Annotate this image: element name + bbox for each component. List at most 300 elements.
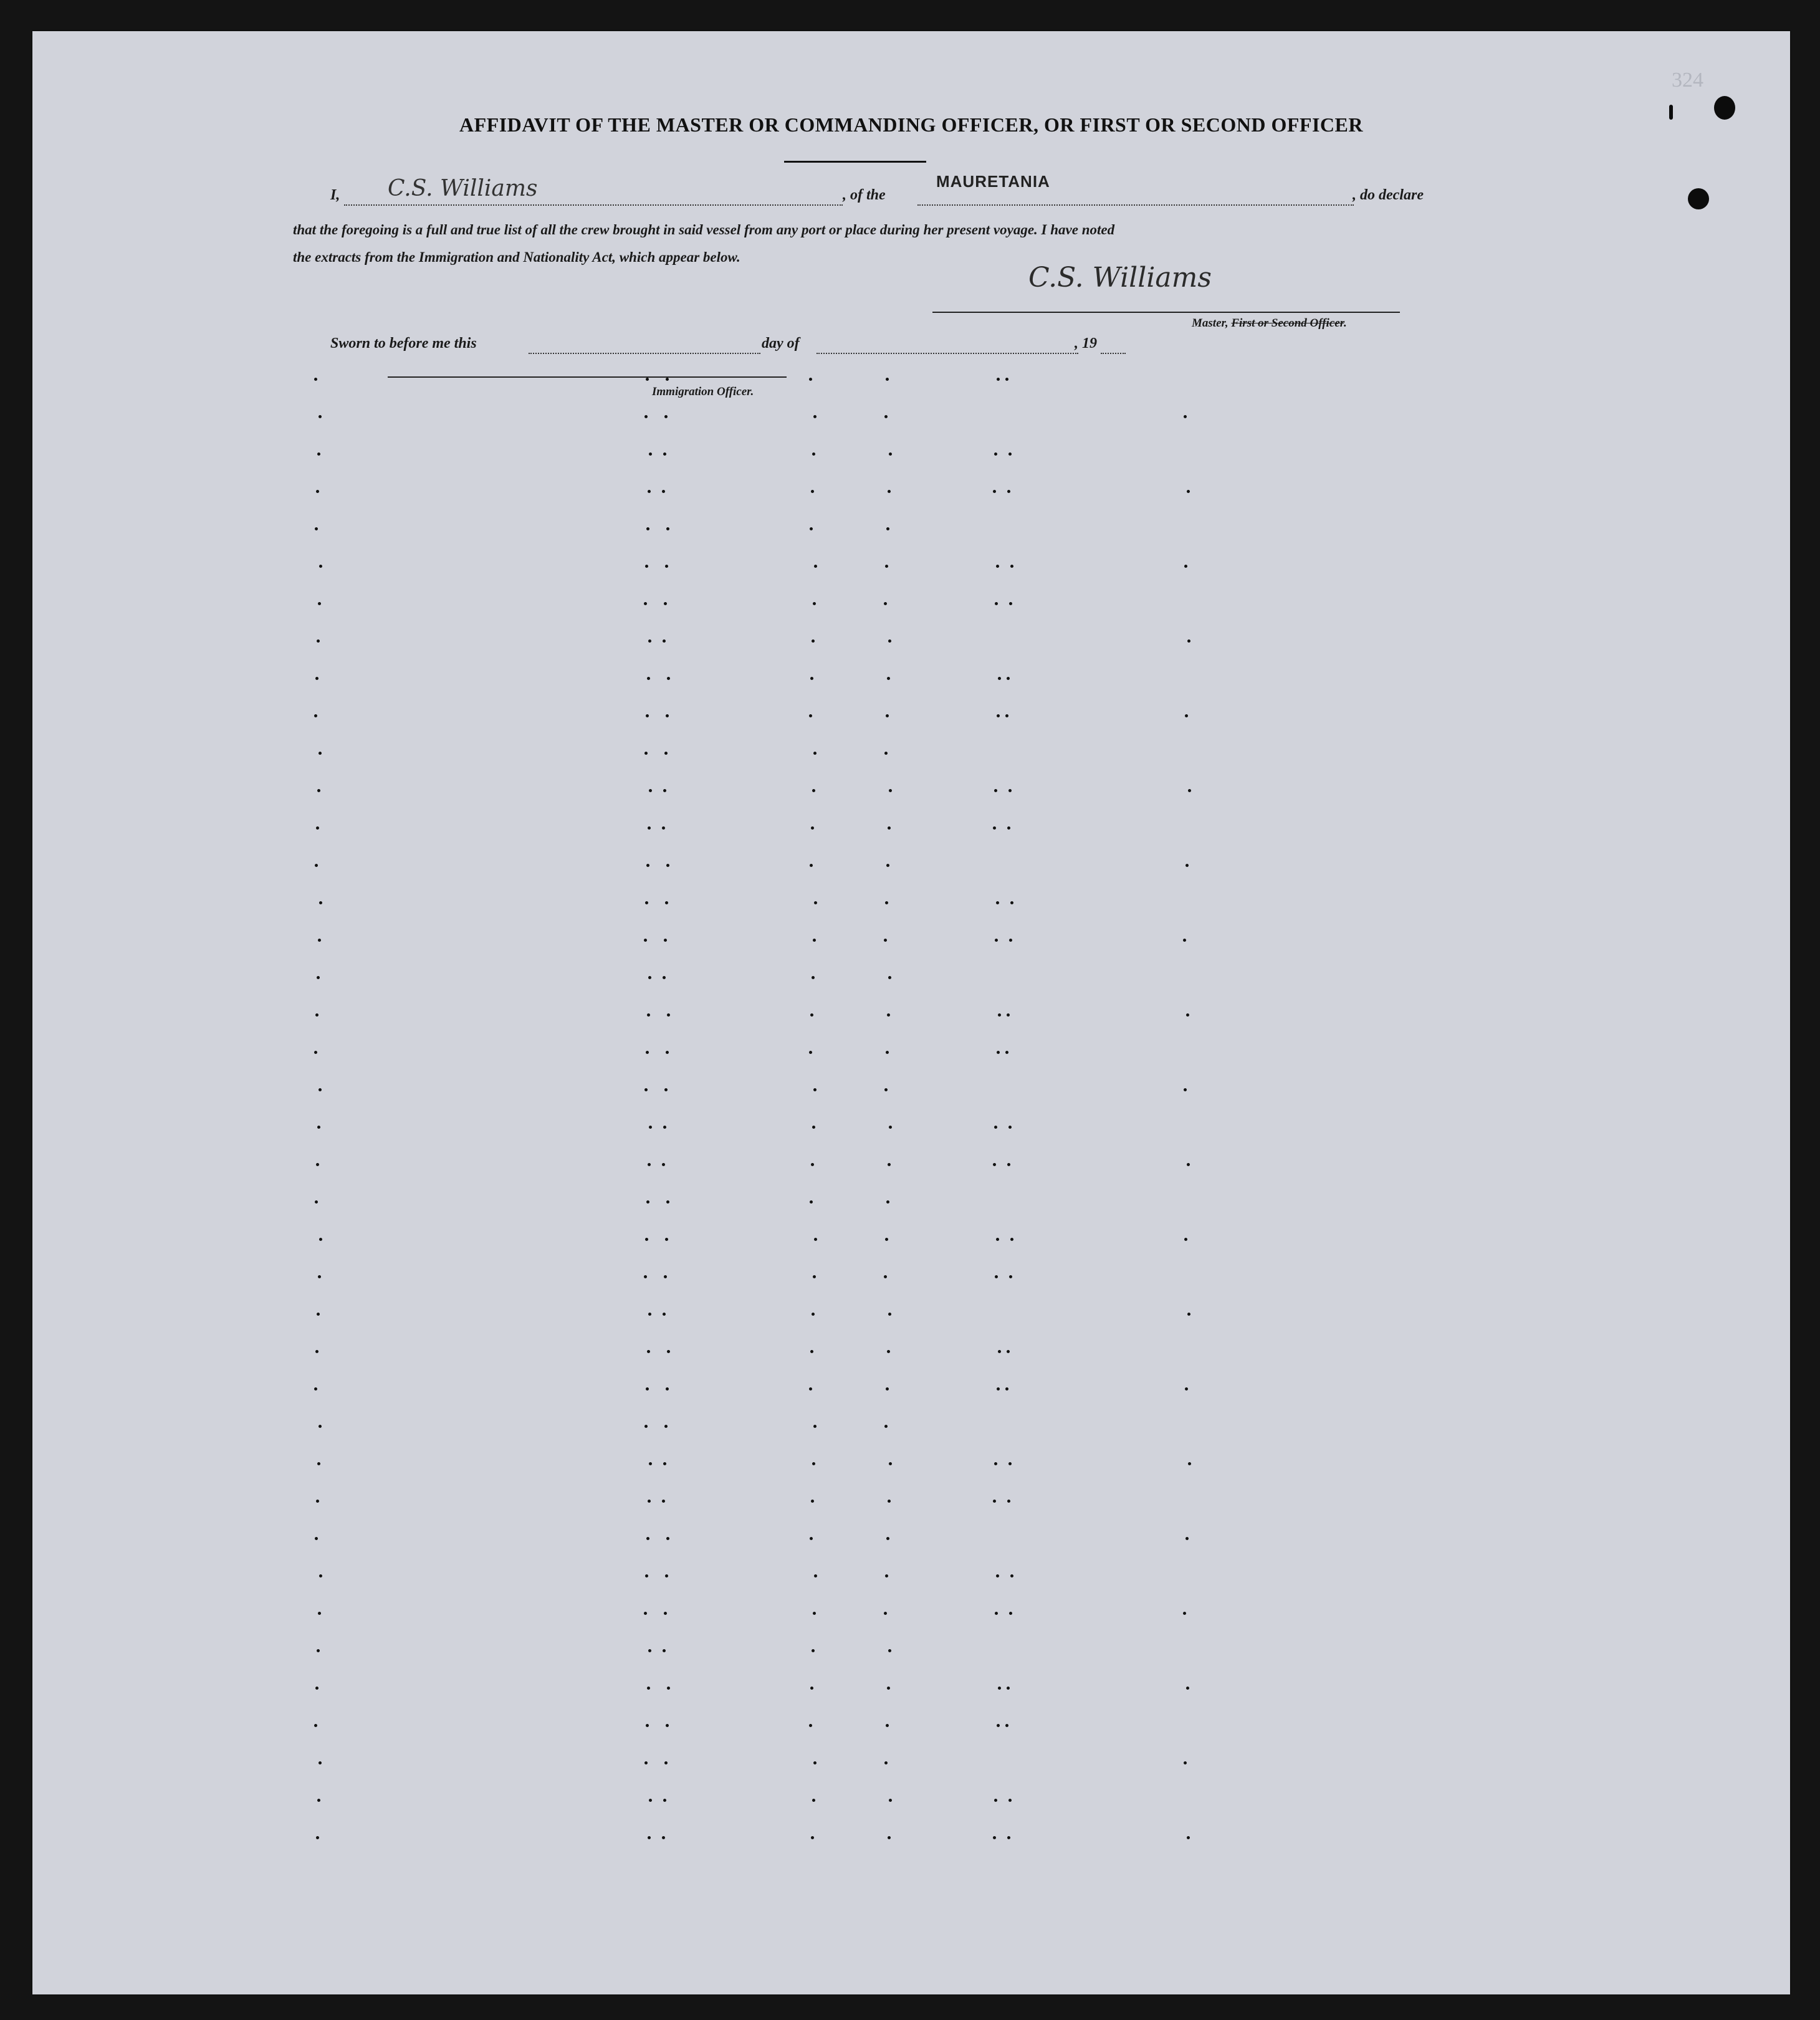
- bleed-dot: [1184, 415, 1187, 418]
- bleed-dot: [997, 1387, 1000, 1391]
- bleed-dot: [315, 677, 318, 680]
- bleed-dot: [665, 565, 668, 568]
- bleed-dot: [997, 1051, 1000, 1054]
- bleed-dot: [884, 1612, 887, 1615]
- bleed-dot: [317, 1313, 320, 1316]
- bleed-dot: [318, 752, 322, 755]
- bleed-dot: [665, 901, 668, 904]
- bleed-dot: [316, 1163, 319, 1166]
- sworn-prefix: Sworn to before me this: [330, 335, 477, 352]
- bleed-dot: [646, 1537, 649, 1540]
- bleed-dot: [813, 752, 817, 755]
- bleed-dot: [664, 1761, 668, 1764]
- bleed-dot: [317, 639, 320, 643]
- bleed-dot: [996, 1574, 999, 1577]
- bleed-dot: [884, 1761, 888, 1764]
- bleed-dot: [647, 1013, 650, 1017]
- bleed-dot: [997, 714, 1000, 717]
- bleed-dot: [810, 1537, 813, 1540]
- bleed-dot: [662, 1500, 665, 1503]
- bleed-dot: [998, 1350, 1001, 1353]
- bleed-dot: [886, 378, 889, 381]
- bleed-dot: [889, 1799, 892, 1802]
- bleed-dot: [318, 1612, 321, 1615]
- bleed-dot: [1184, 1088, 1187, 1091]
- bleed-dot: [884, 1088, 888, 1091]
- bleed-dot: [812, 639, 815, 643]
- bleed-dot: [319, 901, 322, 904]
- sworn-year-line: [1101, 353, 1126, 354]
- bleed-dot: [1187, 1163, 1190, 1166]
- officer-name-line: [344, 204, 843, 206]
- sworn-day-line: [529, 353, 760, 354]
- bleed-dot: [648, 639, 651, 643]
- bleed-dot: [646, 864, 649, 867]
- bleed-dot: [644, 1761, 648, 1764]
- bleed-dot: [1185, 1387, 1188, 1391]
- bleed-dot: [316, 826, 319, 830]
- bleed-dot: [993, 1836, 996, 1839]
- bleed-dot: [998, 1013, 1001, 1017]
- bleed-dot: [1010, 1574, 1013, 1577]
- bleed-dot: [810, 1687, 813, 1690]
- bleed-dot: [886, 1051, 889, 1054]
- caption-period: .: [1344, 317, 1347, 330]
- bleed-dot: [318, 602, 321, 605]
- bleed-dot: [663, 1313, 666, 1316]
- bleed-dot: [885, 1238, 888, 1241]
- bleed-dot: [884, 939, 887, 942]
- bleed-dot: [315, 1013, 318, 1017]
- bleed-dot: [314, 378, 317, 381]
- bleed-dot: [1007, 1350, 1010, 1353]
- bleed-dot: [644, 1275, 647, 1278]
- bleed-dot: [888, 490, 891, 493]
- bleed-dot: [812, 1313, 815, 1316]
- bleed-dot: [811, 490, 814, 493]
- bleed-dot: [648, 1313, 651, 1316]
- bleed-dot: [1009, 939, 1012, 942]
- bleed-dot: [813, 602, 816, 605]
- bleed-dot: [995, 602, 998, 605]
- bleed-dot: [664, 602, 667, 605]
- bleed-dot: [812, 976, 815, 979]
- bleed-dot: [649, 1799, 652, 1802]
- bleed-dot: [810, 864, 813, 867]
- bleed-dot: [1009, 1275, 1012, 1278]
- bleed-dot: [645, 901, 648, 904]
- bleed-dot: [1007, 1163, 1010, 1166]
- bleed-dot: [1187, 1836, 1190, 1839]
- punch-mark-small: [1669, 105, 1673, 120]
- bleed-dot: [886, 527, 889, 530]
- bleed-dot: [887, 677, 890, 680]
- caption-master: Master,: [1192, 317, 1228, 330]
- bleed-dot: [318, 939, 321, 942]
- bleed-dot: [666, 1387, 669, 1391]
- bleed-dot: [886, 1724, 889, 1727]
- bleed-dot: [886, 1537, 889, 1540]
- bleed-dot: [996, 1238, 999, 1241]
- bleed-dot: [318, 1425, 322, 1428]
- caption-struck-officer: First or Second Officer: [1231, 317, 1344, 330]
- bleed-dot: [889, 789, 892, 792]
- bleed-dot: [647, 677, 650, 680]
- bleed-dot: [662, 826, 665, 830]
- bleed-dot: [317, 1649, 320, 1652]
- bleed-dot: [884, 752, 888, 755]
- bleed-dot: [664, 415, 668, 418]
- bleed-dot: [645, 565, 648, 568]
- bleed-dot: [646, 1200, 649, 1204]
- bleed-dot: [1184, 565, 1187, 568]
- line1-prefix: I,: [330, 187, 340, 203]
- bleed-dot: [647, 1687, 650, 1690]
- bleed-dot: [317, 976, 320, 979]
- bleed-dot: [809, 1387, 812, 1391]
- bleed-dot: [888, 1313, 891, 1316]
- bleed-dot: [1186, 1013, 1189, 1017]
- bleed-dot: [1010, 565, 1013, 568]
- sworn-year-prefix: , 19: [1075, 335, 1097, 352]
- sworn-day-of: day of: [762, 335, 800, 352]
- bleed-dot: [812, 1649, 815, 1652]
- bleed-dot: [814, 1238, 817, 1241]
- bleed-dot: [884, 602, 887, 605]
- bleed-dot: [813, 1761, 817, 1764]
- bleed-dot: [996, 565, 999, 568]
- bleed-dot: [1008, 1799, 1012, 1802]
- punch-hole-top: [1714, 96, 1735, 120]
- bleed-dot: [1007, 1836, 1010, 1839]
- bleed-dot: [315, 1687, 318, 1690]
- bleed-dot: [648, 1836, 651, 1839]
- bleed-dot: [812, 1799, 815, 1802]
- vessel-name-line: [917, 204, 1354, 206]
- bleed-dot: [889, 452, 892, 456]
- bleed-dot: [1183, 939, 1186, 942]
- officer-name-handwritten: C.S. Williams: [388, 176, 538, 201]
- bleed-dot: [319, 1238, 322, 1241]
- bleed-dot: [809, 714, 812, 717]
- bleed-dot: [645, 1238, 648, 1241]
- bleed-dot: [666, 714, 669, 717]
- bleed-dot: [664, 1612, 667, 1615]
- bleed-dot: [888, 1500, 891, 1503]
- bleed-dot: [813, 415, 817, 418]
- bleed-dot: [887, 1350, 890, 1353]
- bleed-dot: [1185, 714, 1188, 717]
- bleed-dot: [664, 1275, 667, 1278]
- bleed-dot: [649, 1462, 652, 1465]
- bleed-dot: [318, 1088, 322, 1091]
- bleed-dot: [885, 1574, 888, 1577]
- bleed-dot: [317, 1126, 320, 1129]
- bleed-dot: [665, 1574, 668, 1577]
- bleed-dot: [809, 1724, 812, 1727]
- bleed-dot: [648, 826, 651, 830]
- bleed-dot: [316, 1836, 319, 1839]
- bleed-dot: [888, 1836, 891, 1839]
- bleed-dot: [811, 1836, 814, 1839]
- bleed-dot: [1183, 1612, 1186, 1615]
- bleed-dot: [663, 452, 666, 456]
- signature-line: [932, 312, 1400, 313]
- bleed-dot: [994, 789, 997, 792]
- bleed-dot: [1187, 490, 1190, 493]
- bleed-dot: [315, 1200, 318, 1204]
- bleed-dot: [813, 1088, 817, 1091]
- bleed-dot: [1007, 677, 1010, 680]
- bleed-dot: [1007, 1500, 1010, 1503]
- affidavit-title: AFFIDAVIT OF THE MASTER OR COMMANDING OFFICER, OR FIRST OR SECOND OFFICER: [459, 113, 1363, 136]
- bleed-dot: [811, 1163, 814, 1166]
- bleed-dot: [646, 1051, 649, 1054]
- bleed-dot: [1188, 1462, 1191, 1465]
- bleed-dot: [996, 901, 999, 904]
- line1-do-declare: , do declare: [1353, 187, 1424, 203]
- bleed-dot: [810, 1350, 813, 1353]
- bleed-dot: [1009, 1612, 1012, 1615]
- bleed-dot: [1008, 1126, 1012, 1129]
- bleed-dot: [887, 1687, 890, 1690]
- bleed-dot: [664, 1088, 668, 1091]
- bleed-dot: [666, 527, 669, 530]
- title-underline: [784, 161, 926, 163]
- bleed-dot: [663, 789, 666, 792]
- bleed-dot: [811, 1500, 814, 1503]
- immigration-officer-caption: Immigration Officer.: [652, 385, 754, 398]
- line1-of-the: , of the: [843, 187, 886, 203]
- bleed-dot: [1009, 602, 1012, 605]
- bleed-dot: [998, 677, 1001, 680]
- bleed-dot: [1005, 378, 1008, 381]
- bleed-dot: [886, 714, 889, 717]
- bleed-dot: [995, 939, 998, 942]
- bleed-dot: [809, 1051, 812, 1054]
- bleed-dot: [884, 1425, 888, 1428]
- bleed-dot: [993, 1163, 996, 1166]
- bleed-dot: [887, 1013, 890, 1017]
- bleed-dot: [663, 976, 666, 979]
- bleed-dot: [662, 1836, 665, 1839]
- bleed-dot: [810, 527, 813, 530]
- bleed-dot: [888, 976, 891, 979]
- bleed-dot: [316, 1500, 319, 1503]
- bleed-dot: [1185, 1537, 1189, 1540]
- bleed-dot: [1007, 1687, 1010, 1690]
- bleed-dot: [813, 1425, 817, 1428]
- bleed-dot: [666, 1051, 669, 1054]
- bleed-dot: [812, 1462, 815, 1465]
- bleed-dot: [997, 1724, 1000, 1727]
- bleed-dot: [1008, 789, 1012, 792]
- bleed-dot: [885, 565, 888, 568]
- bleed-dot: [644, 1088, 648, 1091]
- bleed-dot: [644, 1612, 647, 1615]
- immigration-officer-line: [388, 376, 787, 378]
- bleed-dot: [888, 639, 891, 643]
- bleed-dot: [1005, 1051, 1008, 1054]
- bleed-dot: [648, 976, 651, 979]
- bleed-dot: [646, 527, 649, 530]
- bleed-dot: [648, 1649, 651, 1652]
- bleed-dot: [884, 1275, 887, 1278]
- bleed-dot: [889, 1462, 892, 1465]
- bleed-dot: [814, 565, 817, 568]
- bleed-dot: [664, 939, 667, 942]
- bleed-dot: [644, 602, 647, 605]
- bleed-dot: [666, 864, 669, 867]
- bleed-dot: [812, 452, 815, 456]
- signature-caption: [1192, 317, 1347, 330]
- bleed-dot: [998, 1687, 1001, 1690]
- bleed-dot: [993, 490, 996, 493]
- master-signature: C.S. Williams: [1028, 262, 1212, 294]
- bleed-dot: [814, 1574, 817, 1577]
- bleed-dot: [813, 939, 816, 942]
- bleed-dot: [1187, 639, 1190, 643]
- bleed-dot: [647, 1350, 650, 1353]
- bleed-dot: [648, 490, 651, 493]
- bleed-dot: [888, 826, 891, 830]
- bleed-dot: [994, 452, 997, 456]
- bleed-dot: [644, 415, 648, 418]
- bleed-dot: [886, 1387, 889, 1391]
- bleed-dot: [997, 378, 1000, 381]
- bleed-dot: [666, 1724, 669, 1727]
- bleed-dot: [644, 752, 648, 755]
- bleed-dot: [667, 1013, 670, 1017]
- bleed-dot: [811, 826, 814, 830]
- bleed-dot: [665, 1238, 668, 1241]
- bleed-dot: [319, 1574, 322, 1577]
- bleed-dot: [667, 1350, 670, 1353]
- bleed-dot: [648, 1163, 651, 1166]
- bleed-dot: [1005, 1387, 1008, 1391]
- bleed-dot: [649, 1126, 652, 1129]
- bleed-dot: [1010, 1238, 1013, 1241]
- bleed-dot: [318, 415, 322, 418]
- bleed-dot: [644, 939, 647, 942]
- bleed-dot: [886, 864, 889, 867]
- bleed-dot: [663, 1799, 666, 1802]
- bleed-dot: [646, 1387, 649, 1391]
- bleed-dot: [314, 1387, 317, 1391]
- bleed-dot: [1007, 1013, 1010, 1017]
- bleed-dot: [666, 1200, 669, 1204]
- bleed-dot: [645, 1574, 648, 1577]
- bleed-dot: [1184, 1761, 1187, 1764]
- bleed-dot: [884, 415, 888, 418]
- bleed-dot: [1005, 714, 1008, 717]
- bleed-through-page-number: 324: [1672, 69, 1703, 92]
- bleed-dot: [317, 1799, 320, 1802]
- bleed-dot: [318, 1761, 322, 1764]
- bleed-dot: [315, 527, 318, 530]
- bleed-dot: [810, 1200, 813, 1204]
- bleed-dot: [646, 714, 649, 717]
- bleed-dot: [663, 1126, 666, 1129]
- bleed-dot: [664, 752, 668, 755]
- bleed-dot: [1007, 826, 1010, 830]
- bleed-dot: [318, 1275, 321, 1278]
- bleed-dot: [319, 565, 322, 568]
- bleed-dot: [1185, 864, 1189, 867]
- bleed-dot: [314, 714, 317, 717]
- bleed-dot: [663, 1649, 666, 1652]
- bleed-dot: [663, 1462, 666, 1465]
- bleed-dot: [1010, 901, 1013, 904]
- bleed-dot: [667, 677, 670, 680]
- bleed-dot: [648, 1500, 651, 1503]
- bleed-dot: [888, 1649, 891, 1652]
- bleed-dot: [813, 1612, 816, 1615]
- bleed-dot: [810, 677, 813, 680]
- bleed-dot: [1008, 1462, 1012, 1465]
- bleed-dot: [889, 1126, 892, 1129]
- declaration-line-3: the extracts from the Immigration and Nationality Act, which appear below.: [293, 249, 740, 265]
- bleed-dot: [317, 452, 320, 456]
- bleed-dot: [813, 1275, 816, 1278]
- bleed-dot: [315, 1350, 318, 1353]
- bleed-dot: [1188, 789, 1191, 792]
- bleed-dot: [662, 1163, 665, 1166]
- bleed-dot: [1005, 1724, 1008, 1727]
- bleed-dot: [314, 1724, 317, 1727]
- bleed-dot: [317, 1462, 320, 1465]
- bleed-dot: [315, 1537, 318, 1540]
- bleed-dot: [812, 789, 815, 792]
- bleed-dot: [995, 1275, 998, 1278]
- bleed-dot: [814, 901, 817, 904]
- bleed-dot: [316, 490, 319, 493]
- bleed-dot: [888, 1163, 891, 1166]
- bleed-dot: [646, 378, 649, 381]
- bleed-dot: [314, 1051, 317, 1054]
- bleed-dot: [994, 1462, 997, 1465]
- punch-hole-middle: [1688, 188, 1709, 209]
- bleed-dot: [993, 1500, 996, 1503]
- bleed-dot: [993, 826, 996, 830]
- bleed-dot: [994, 1126, 997, 1129]
- bleed-dot: [995, 1612, 998, 1615]
- bleed-dot: [662, 490, 665, 493]
- bleed-dot: [1186, 1687, 1189, 1690]
- bleed-dot: [649, 452, 652, 456]
- bleed-dot: [317, 789, 320, 792]
- bleed-dot: [1184, 1238, 1187, 1241]
- bleed-dot: [994, 1799, 997, 1802]
- bleed-dot: [1008, 452, 1012, 456]
- bleed-dot: [667, 1687, 670, 1690]
- bleed-dot: [663, 639, 666, 643]
- bleed-dot: [810, 1013, 813, 1017]
- bleed-dot: [646, 1724, 649, 1727]
- bleed-dot: [664, 1425, 668, 1428]
- bleed-dot: [1187, 1313, 1190, 1316]
- bleed-dot: [886, 1200, 889, 1204]
- bleed-dot: [666, 378, 669, 381]
- bleed-dot: [809, 378, 812, 381]
- bleed-dot: [885, 901, 888, 904]
- bleed-dot: [812, 1126, 815, 1129]
- affidavit-page: [32, 31, 1790, 1994]
- bleed-dot: [649, 789, 652, 792]
- bleed-dot: [666, 1537, 669, 1540]
- sworn-month-line: [817, 353, 1078, 354]
- bleed-dot: [1007, 490, 1010, 493]
